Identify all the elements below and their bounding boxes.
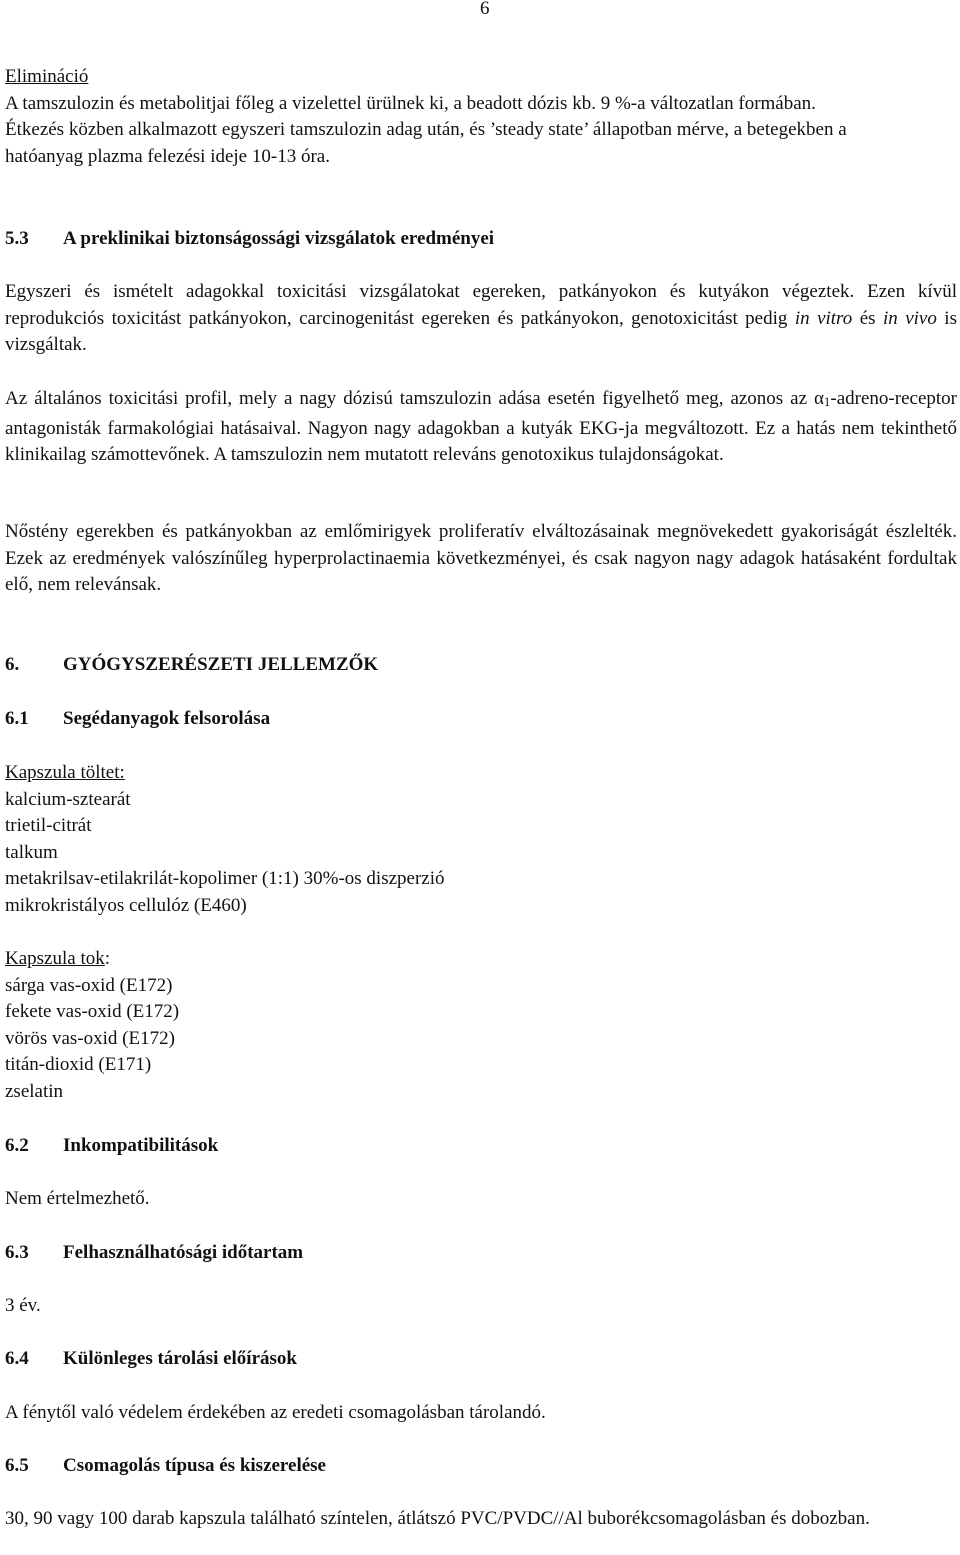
list-item: titán-dioxid (E171) xyxy=(5,1054,152,1075)
section-6-2-text: Nem értelmezhető. xyxy=(5,1188,150,1209)
list-item: sárga vas-oxid (E172) xyxy=(5,974,173,996)
section-number: 6.5 xyxy=(5,1455,29,1476)
preclinical-paragraph-2: Az általános toxicitási profil, mely a nagy dózisú tamszulozin adása esetén figyelhető meg, azonos az α1-adreno-receptor antagonisták farmakológiai hatásaival. Nagyon nagy adagokban a kutyák EKG-ja megváltozott. Ez a hatás nem tekinthető klinikailag számottevőnek. A tamszulozin nem mutatott releváns genotoxikus tulajdonságokat. xyxy=(5,388,957,465)
preclinical-paragraph-3: Nőstény egerekben és patkányokban az emlőmirigyek proliferatív elváltozásainak megnövekedett gyakoriságát észlelték. Ezek az eredmények valószínűleg hyperprolactinaemia következményei, és csak nagyon nagy adagok hatásaként fordultak elő, nem relevánsak. xyxy=(5,521,957,595)
list-item: talkum xyxy=(5,841,58,863)
list-item: zselatin xyxy=(5,1080,64,1102)
section-title: A preklinikai biztonságossági vizsgálatok eredményei xyxy=(63,228,495,249)
elimination-section xyxy=(5,64,957,170)
section-number: 5.3 xyxy=(5,228,29,249)
section-6-1-heading xyxy=(5,706,957,733)
list-item: metakrilsav-etilakrilát-kopolimer (1:1) 30%-os diszperzió xyxy=(5,868,445,889)
section-6-heading xyxy=(5,652,957,679)
section-title: Felhasználhatósági időtartam xyxy=(63,1242,304,1263)
section-6-3-heading xyxy=(5,1240,957,1267)
section-title: Különleges tárolási előírások xyxy=(63,1348,297,1369)
preclinical-paragraph-1: Egyszeri és ismételt adagokkal toxicitási vizsgálatokat egereken, patkányokon és kutyákon végeztek. Ezen kívül reprodukciós toxicitást patkányokon, carcinogenitást egereken és patkányokon, genotoxicitást pedig in vitro és in vivo is vizsgáltak. xyxy=(5,281,957,355)
capsule-fill-label: Kapszula töltet: xyxy=(5,762,125,783)
section-title: Segédanyagok felsorolása xyxy=(63,708,271,729)
list-item: kalcium-sztearát xyxy=(5,788,131,810)
section-number: 6.2 xyxy=(5,1135,29,1156)
section-6-4-heading xyxy=(5,1346,957,1373)
section-number: 6.3 xyxy=(5,1242,29,1263)
section-6-5-heading xyxy=(5,1453,957,1480)
list-item: mikrokristályos cellulóz (E460) xyxy=(5,894,247,916)
section-number: 6. xyxy=(5,654,20,675)
elimination-heading: Elimináció xyxy=(5,66,89,87)
capsule-shell-list: Kapszula tok: sárga vas-oxid (E172) fekete vas-oxid (E172) vörös vas-oxid (E172) titán-dioxid (E171) zselatin xyxy=(5,946,957,1105)
list-item: vörös vas-oxid (E172) xyxy=(5,1027,175,1049)
section-6-2-heading xyxy=(5,1133,957,1160)
list-item: fekete vas-oxid (E172) xyxy=(5,1001,180,1022)
section-6-3-text: 3 év. xyxy=(5,1295,41,1316)
page-number: 6 xyxy=(480,0,490,19)
capsule-fill-list xyxy=(5,760,957,919)
elimination-text-1: A tamszulozin és metabolitjai főleg a vizelettel ürülnek ki, a beadott dózis kb. 9 %-a változatlan formában. xyxy=(5,92,816,114)
list-item: trietil-citrát xyxy=(5,815,92,836)
section-title: Csomagolás típusa és kiszerelése xyxy=(63,1455,326,1476)
in-vitro-term: in vitro xyxy=(794,307,853,329)
section-6-4-text: A fénytől való védelem érdekében az eredeti csomagolásban tárolandó. xyxy=(5,1402,546,1423)
in-vivo-term: in vivo xyxy=(882,307,937,329)
section-title: GYÓGYSZERÉSZETI JELLEMZŐK xyxy=(63,654,379,675)
section-5-3-heading xyxy=(5,226,957,253)
alpha-subscript: 1 xyxy=(823,394,831,409)
section-number: 6.4 xyxy=(5,1348,29,1369)
section-6-5-text: 30, 90 vagy 100 darab kapszula található színtelen, átlátszó PVC/PVDC//Al buborékcsomagolásban és dobozban. xyxy=(5,1508,870,1529)
capsule-shell-label: Kapszula tok xyxy=(5,948,105,969)
section-number: 6.1 xyxy=(5,708,29,729)
elimination-text-2: Étkezés közben alkalmazott egyszeri tamszulozin adag után, és ’steady state’ állapotban mérve, a betegekben a hatóanyag plazma felezési ideje 10-13 óra. xyxy=(5,119,847,167)
section-title: Inkompatibilitások xyxy=(63,1135,219,1156)
